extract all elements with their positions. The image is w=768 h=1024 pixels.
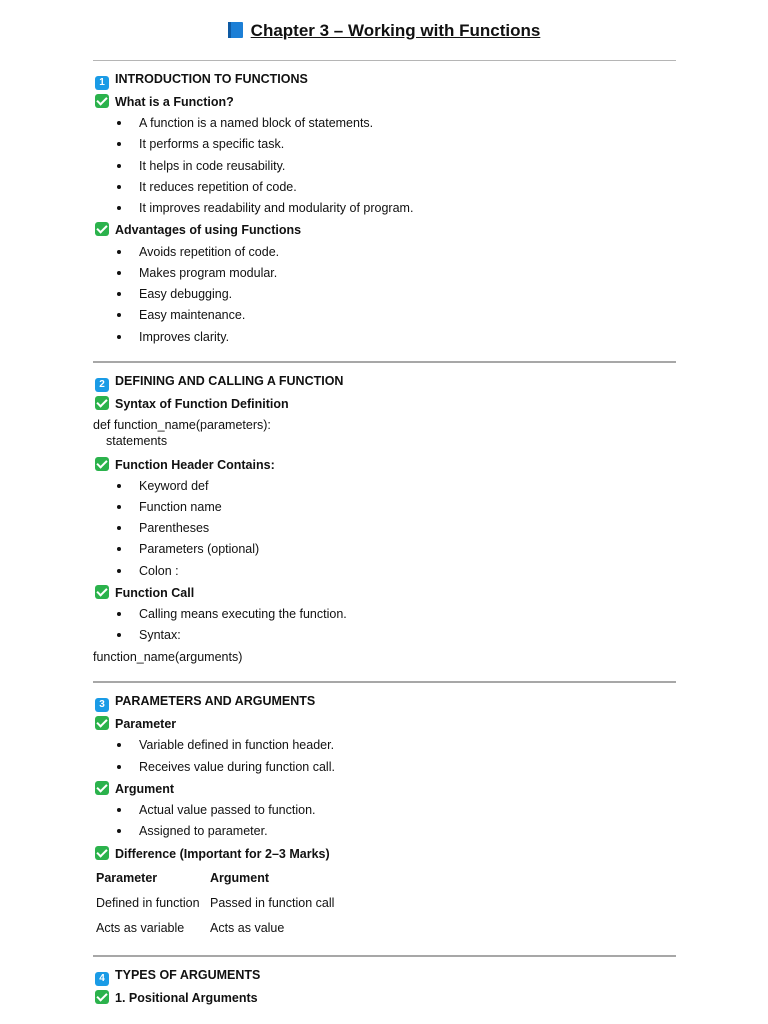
subheading: What is a Function? bbox=[93, 94, 234, 110]
list-item-text: Variable defined in function header. bbox=[139, 738, 335, 752]
bullet-dot-icon bbox=[117, 612, 121, 616]
bullet-dot-icon bbox=[117, 808, 121, 812]
number-badge-icon: 3 bbox=[95, 698, 109, 712]
number-badge-icon: 1 bbox=[95, 76, 109, 90]
subheading: Syntax of Function Definition bbox=[93, 396, 289, 412]
bullet-dot-icon bbox=[117, 292, 121, 296]
list-item-text: Improves clarity. bbox=[139, 330, 230, 344]
list-item-text: Colon : bbox=[139, 564, 179, 578]
subheading: Advantages of using Functions bbox=[93, 222, 301, 238]
bullet-dot-icon bbox=[117, 164, 121, 168]
number-badge-icon: 2 bbox=[95, 378, 109, 392]
bullet-dot-icon bbox=[117, 633, 121, 637]
check-icon bbox=[95, 396, 109, 410]
subheading: 1. Positional Arguments bbox=[93, 990, 258, 1006]
bullet-dot-icon bbox=[117, 526, 121, 530]
subheading: Function Call bbox=[93, 585, 194, 601]
section-heading: 1 INTRODUCTION TO FUNCTIONS bbox=[93, 71, 308, 90]
bullet-dot-icon bbox=[117, 505, 121, 509]
bullet-dot-icon bbox=[117, 206, 121, 210]
bullet-dot-icon bbox=[117, 547, 121, 551]
list-item-text: It helps in code reusability. bbox=[139, 159, 286, 173]
subheading: Difference (Important for 2–3 Marks) bbox=[93, 846, 330, 862]
list-item-text: Syntax: bbox=[139, 628, 181, 642]
check-icon bbox=[95, 457, 109, 471]
list-item-text: Easy debugging. bbox=[139, 287, 233, 301]
list-item-text: Parentheses bbox=[139, 521, 210, 535]
table-row: Defined in function Passed in function call bbox=[96, 896, 335, 910]
bullet-dot-icon bbox=[117, 569, 121, 573]
check-icon bbox=[95, 716, 109, 730]
code-line: def function_name(parameters): bbox=[93, 418, 271, 432]
divider bbox=[93, 955, 676, 957]
divider bbox=[93, 361, 676, 363]
table-row: Acts as variable Acts as value bbox=[96, 921, 285, 935]
list-item-text: It performs a specific task. bbox=[139, 137, 285, 151]
book-icon bbox=[228, 22, 243, 38]
number-badge-icon: 4 bbox=[95, 972, 109, 986]
check-icon bbox=[95, 990, 109, 1004]
list-item-text: Calling means executing the function. bbox=[139, 607, 347, 621]
section-heading: 3 PARAMETERS AND ARGUMENTS bbox=[93, 693, 315, 712]
list-item-text: A function is a named block of statements. bbox=[139, 116, 374, 130]
list-item-text: Parameters (optional) bbox=[139, 542, 260, 556]
list-item-text: Avoids repetition of code. bbox=[139, 245, 280, 259]
divider bbox=[93, 60, 676, 61]
list-item-text: Assigned to parameter. bbox=[139, 824, 268, 838]
list-item-text: Function name bbox=[139, 500, 222, 514]
bullet-dot-icon bbox=[117, 743, 121, 747]
subheading: Function Header Contains: bbox=[93, 457, 275, 473]
list-item-text: Receives value during function call. bbox=[139, 760, 335, 774]
list-item-text: Keyword def bbox=[139, 479, 209, 493]
subheading: Argument bbox=[93, 781, 174, 797]
check-icon bbox=[95, 846, 109, 860]
list-item-text: Easy maintenance. bbox=[139, 308, 246, 322]
section-heading: 2 DEFINING AND CALLING A FUNCTION bbox=[93, 373, 343, 392]
subheading: Parameter bbox=[93, 716, 176, 732]
section-heading: 4 TYPES OF ARGUMENTS bbox=[93, 967, 260, 986]
bullet-dot-icon bbox=[117, 250, 121, 254]
table-header: Parameter Argument bbox=[96, 871, 270, 885]
bullet-dot-icon bbox=[117, 484, 121, 488]
check-icon bbox=[95, 94, 109, 108]
bullet-dot-icon bbox=[117, 185, 121, 189]
list-item-text: Actual value passed to function. bbox=[139, 803, 316, 817]
check-icon bbox=[95, 222, 109, 236]
page-title: Chapter 3 – Working with Functions bbox=[0, 20, 768, 42]
divider bbox=[93, 681, 676, 683]
bullet-dot-icon bbox=[117, 765, 121, 769]
list-item-text: Makes program modular. bbox=[139, 266, 278, 280]
code-line: statements bbox=[106, 434, 168, 448]
bullet-dot-icon bbox=[117, 313, 121, 317]
list-item-text: It reduces repetition of code. bbox=[139, 180, 297, 194]
bullet-dot-icon bbox=[117, 142, 121, 146]
bullet-dot-icon bbox=[117, 335, 121, 339]
bullet-dot-icon bbox=[117, 829, 121, 833]
bullet-dot-icon bbox=[117, 121, 121, 125]
list-item-text: It improves readability and modularity of program. bbox=[139, 201, 414, 215]
code-line: function_name(arguments) bbox=[93, 650, 243, 664]
check-icon bbox=[95, 781, 109, 795]
check-icon bbox=[95, 585, 109, 599]
bullet-dot-icon bbox=[117, 271, 121, 275]
